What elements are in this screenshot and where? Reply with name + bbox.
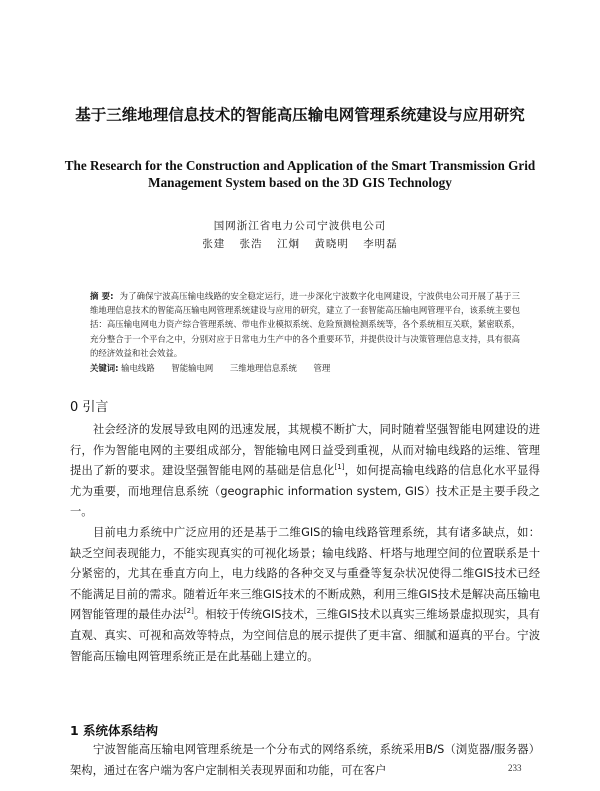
citation-ref: [2]	[183, 607, 194, 616]
author-name: 黄晓明	[314, 238, 349, 250]
paper-title-chinese: 基于三维地理信息技术的智能高压输电网管理系统建设与应用研究	[75, 106, 525, 124]
keywords-label: 关键词:	[90, 363, 119, 373]
author-name: 张浩	[239, 238, 263, 250]
keywords	[90, 362, 520, 374]
author-name: 江炯	[277, 238, 300, 250]
section-heading-introduction: 0 引言	[70, 400, 109, 415]
introduction-body	[70, 420, 540, 667]
citation-ref: [1]	[334, 463, 345, 472]
paragraph	[70, 523, 540, 667]
author-list	[0, 236, 600, 251]
architecture-body	[70, 740, 540, 781]
abstract-label: 摘 要:	[90, 291, 114, 301]
abstract-text: 为了确保宁波高压输电线路的安全稳定运行，进一步深化宁波数字化电网建设，宁波供电公司开展了基于三维地理信息技术的智能高压输电网管理系统建设与应用的研究，建立了一套智能高压输电网管理平台，该系统主要包括：高压输电网电力资产综合管理系统、带电作业模拟系统、危险预测检测系统等，各个系统相互关联，紧密联系，充分整合于一个平台之中，分别对应于日常电力生产中的各个重要环节，并提供设计与决策管理信息支持，具有很高的经济效益和社会效益。	[90, 291, 521, 358]
affiliation: 国网浙江省电力公司宁波供电公司	[213, 220, 387, 232]
keyword: 管理	[313, 363, 331, 373]
section-heading-architecture: 1 系统体系结构	[70, 723, 159, 738]
keyword: 智能输电网	[171, 363, 214, 373]
keyword: 输电线路	[121, 363, 155, 373]
paragraph-text: ，如何提高输电线路的信息化水平显得尤为重要，而地理信息系统（geographic information system, GIS）技术正是主要手段之一。	[70, 464, 540, 519]
abstract	[90, 289, 520, 360]
author-name: 张建	[202, 238, 226, 250]
page-number: 233	[508, 763, 522, 773]
paragraph-text: 社会经济的发展导致电网的迅速发展，其规模不断扩大，同时随着坚强智能电网建设的进行，作为智能电网的主要组成部分，智能输电网日益受到重视，从而对输电线路的运维、管理提出了新的要求。建设坚强智能电网的基础是信息化	[70, 423, 540, 478]
paragraph-text: 。相较于传统GIS技术，三维GIS技术以真实三维场景虚拟现实，具有直观、真实、可视和高效等特点，为空间信息的展示提供了更丰富、细腻和逼真的平台。宁波智能高压输电网管理系统正是在此基础上建立的。	[70, 608, 540, 663]
author-name: 李明磊	[363, 238, 398, 250]
paragraph-text: 目前电力系统中广泛应用的还是基于二维GIS的输电线路管理系统，其有诸多缺点，如：缺乏空间表现能力，不能实现真实的可视化场景；输电线路、杆塔与地理空间的位置联系是十分紧密的，尤其在垂直方向上，电力线路的各种交叉与重叠等复杂状况使得二维GIS技术已经不能满足目前的需求。随着近年来三维GIS技术的不断成熟，利用三维GIS技术是解决高压输电网智能管理的最佳办法	[70, 525, 540, 622]
paper-title-english: The Research for the Construction and Application of the Smart Transmission Grid Management System based on the 3D GIS Technology	[64, 158, 536, 190]
keyword: 三维地理信息系统	[229, 363, 297, 373]
paragraph	[70, 420, 540, 523]
paragraph: 宁波智能高压输电网管理系统是一个分布式的网络系统，系统采用B/S（浏览器/服务器）架构，通过在客户端为客户定制相关表现界面和功能，可在客户	[70, 743, 540, 777]
